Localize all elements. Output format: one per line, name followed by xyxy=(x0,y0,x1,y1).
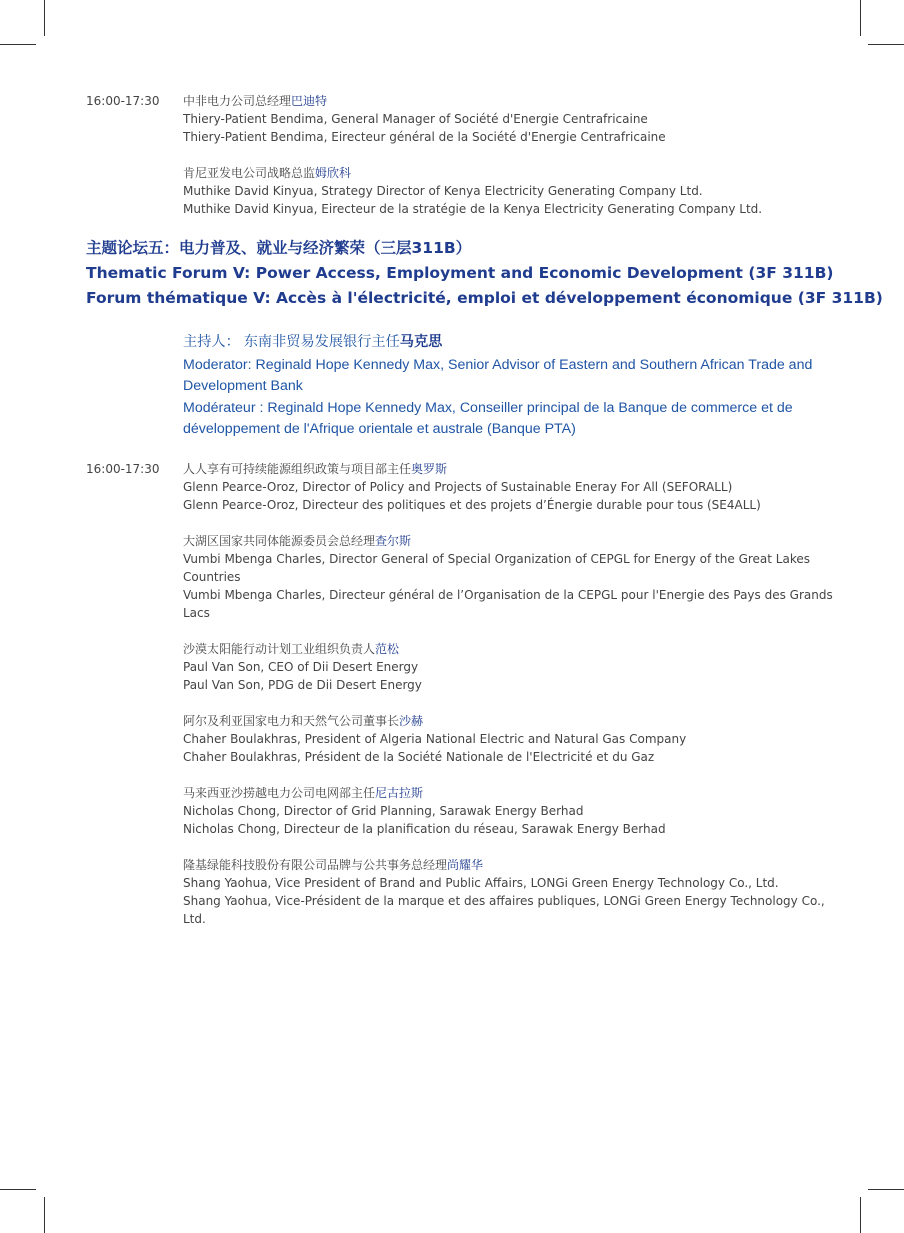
crop-mark xyxy=(0,1189,36,1190)
speaker-name-zh: 奥罗斯 xyxy=(411,462,448,476)
speaker-title-fr: Vumbi Mbenga Charles, Directeur général de l’Organisation de la CEPGL pour l'Energie des Pays des Grands Lacs xyxy=(183,588,833,620)
crop-mark xyxy=(868,1189,904,1190)
speaker-title-zh: 肯尼亚发电公司战略总监姆欣科 xyxy=(183,166,352,180)
speaker-entry xyxy=(183,460,834,514)
speaker-entry xyxy=(183,856,834,928)
speaker-entry xyxy=(183,712,834,766)
forum-heading xyxy=(86,236,883,311)
speaker-name-zh: 范松 xyxy=(375,642,400,656)
speaker-title-zh: 阿尔及利亚国家电力和天然气公司董事长沙赫 xyxy=(183,714,424,728)
time-slot: 16:00-17:30 xyxy=(86,94,160,108)
speaker-title-en: Chaher Boulakhras, President of Algeria National Electric and Natural Gas Company xyxy=(183,732,687,746)
speaker-entry xyxy=(183,640,834,694)
speaker-list xyxy=(183,460,834,946)
speaker-title-en: Vumbi Mbenga Charles, Director General of Special Organization of CEPGL for Energy of the Great Lakes Countries xyxy=(183,552,810,584)
moderator-en: Moderator: Reginald Hope Kennedy Max, Senior Advisor of Eastern and Southern African Trade and Development Bank xyxy=(183,356,813,394)
speaker-title-fr: Paul Van Son, PDG de Dii Desert Energy xyxy=(183,678,422,692)
speaker-title-fr: Nicholas Chong, Directeur de la planification du réseau, Sarawak Energy Berhad xyxy=(183,822,666,836)
speaker-title-en: Nicholas Chong, Director of Grid Planning, Sarawak Energy Berhad xyxy=(183,804,584,818)
speaker-entry xyxy=(183,164,834,218)
speaker-title-fr: Chaher Boulakhras, Président de la Société Nationale de l'Electricité et du Gaz xyxy=(183,750,655,764)
speaker-title-fr: Shang Yaohua, Vice-Président de la marque et des affaires publiques, LONGi Green Energy Technology Co., Ltd. xyxy=(183,894,825,926)
speaker-title-en: Glenn Pearce-Oroz, Director of Policy and Projects of Sustainable Eneray For All (SEFORALL) xyxy=(183,480,733,494)
forum-title-en: Thematic Forum V: Power Access, Employment and Economic Development (3F 311B) xyxy=(86,264,834,282)
speaker-title-en: Thiery-Patient Bendima, General Manager of Société d'Energie Centrafricaine xyxy=(183,112,648,126)
moderator-fr: Modérateur : Reginald Hope Kennedy Max, Conseiller principal de la Banque de commerce et de développement de l'Afrique orientale et australe (Banque PTA) xyxy=(183,399,793,437)
speaker-name-zh: 尚耀华 xyxy=(447,858,484,872)
speaker-title-zh: 中非电力公司总经理巴迪特 xyxy=(183,94,328,108)
speaker-entry xyxy=(183,784,834,838)
speaker-title-zh: 马来西亚沙捞越电力公司电网部主任尼古拉斯 xyxy=(183,786,424,800)
crop-mark xyxy=(868,44,904,45)
speaker-entry xyxy=(183,532,834,622)
speaker-name-zh: 尼古拉斯 xyxy=(375,786,424,800)
time-slot: 16:00-17:30 xyxy=(86,462,160,476)
speaker-list xyxy=(183,92,834,236)
moderator-block xyxy=(183,332,814,441)
crop-mark xyxy=(860,1197,861,1233)
crop-mark xyxy=(44,0,45,36)
speaker-entry xyxy=(183,92,834,146)
speaker-name-zh: 巴迪特 xyxy=(291,94,328,108)
speaker-name-zh: 查尔斯 xyxy=(375,534,412,548)
crop-mark xyxy=(860,0,861,36)
speaker-title-zh: 大湖区国家共同体能源委员会总经理查尔斯 xyxy=(183,534,412,548)
speaker-title-zh: 人人享有可持续能源组织政策与项目部主任奥罗斯 xyxy=(183,462,448,476)
speaker-title-en: Shang Yaohua, Vice President of Brand and Public Affairs, LONGi Green Energy Technology Co., Ltd. xyxy=(183,876,779,890)
speaker-title-fr: Muthike David Kinyua, Eirecteur de la stratégie de la Kenya Electricity Generating Company Ltd. xyxy=(183,202,763,216)
moderator-zh: 主持人： 东南非贸易发展银行主任马克思 xyxy=(183,334,443,350)
speaker-title-en: Muthike David Kinyua, Strategy Director of Kenya Electricity Generating Company Ltd. xyxy=(183,184,703,198)
crop-mark xyxy=(0,44,36,45)
forum-title-zh: 主题论坛五：电力普及、就业与经济繁荣（三层311B） xyxy=(86,239,472,257)
speaker-name-zh: 沙赫 xyxy=(399,714,424,728)
forum-title-fr: Forum thématique V: Accès à l'électricité, emploi et développement économique (3F 311B) xyxy=(86,289,883,307)
speaker-title-zh: 沙漠太阳能行动计划工业组织负责人范松 xyxy=(183,642,400,656)
speaker-title-en: Paul Van Son, CEO of Dii Desert Energy xyxy=(183,660,419,674)
moderator-name-zh: 马克思 xyxy=(399,334,443,350)
speaker-title-zh: 隆基绿能科技股份有限公司品牌与公共事务总经理尚耀华 xyxy=(183,858,484,872)
speaker-title-fr: Thiery-Patient Bendima, Eirecteur général de la Société d'Energie Centrafricaine xyxy=(183,130,666,144)
crop-mark xyxy=(44,1197,45,1233)
speaker-name-zh: 姆欣科 xyxy=(315,166,352,180)
speaker-title-fr: Glenn Pearce-Oroz, Directeur des politiques et des projets d’Énergie durable pour tous (SE4ALL) xyxy=(183,498,761,512)
